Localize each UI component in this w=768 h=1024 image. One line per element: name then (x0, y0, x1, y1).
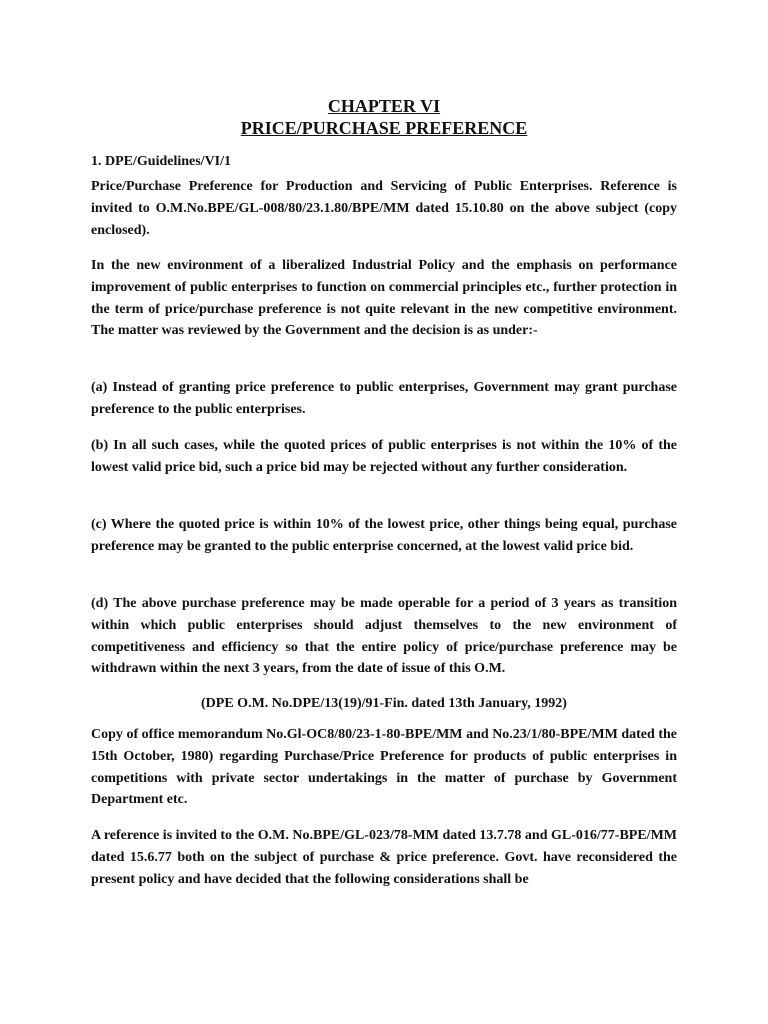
section-heading: 1. DPE/Guidelines/VI/1 (91, 154, 232, 169)
chapter-heading: CHAPTER VI (327, 96, 441, 116)
paragraph-environment: In the new environment of a liberalized Industrial Policy and the emphasis on performance improvement of public enterprises to function on commercial principles etc., further protection in the term of price/purchase preference is not quite relevant in the new competitive environment. The matter was reviewed by the Government and the decision is as under:- (91, 258, 677, 339)
chapter-title: PRICE/PURCHASE PREFERENCE (240, 118, 528, 138)
clause-d: (d) The above purchase preference may be made operable for a period of 3 years as transition within which public enterprises should adjust themselves to the new environment of competitiveness and efficiency so that the entire policy of price/purchase preference may be withdrawn within the next 3 years, from the date of issue of this O.M. (91, 596, 677, 677)
clause-a: (a) Instead of granting price preference to public enterprises, Government may grant purchase preference to the public enterprises. (91, 380, 677, 417)
paragraph-reference: A reference is invited to the O.M. No.BPE/GL-023/78-MM dated 13.7.78 and GL-016/77-BPE/MM dated 15.6.77 both on the subject of purchase & price preference. Govt. have reconsidered the present policy and have decided that the following considerations shall be (91, 828, 677, 887)
citation: (DPE O.M. No.DPE/13(19)/91-Fin. dated 13th January, 1992) (201, 696, 567, 711)
paragraph-copy-memo: Copy of office memorandum No.Gl-OC8/80/23-1-80-BPE/MM and No.23/1/80-BPE/MM dated the 15th October, 1980) regarding Purchase/Price Preference for products of public enterprises in competitions with private sector undertakings in the matter of purchase by Government Department etc. (91, 727, 677, 808)
paragraph-intro: Price/Purchase Preference for Production and Servicing of Public Enterprises. Reference is invited to O.M.No.BPE/GL-008/80/23.1.80/BPE/MM dated 15.10.80 on the above subject (copy enclosed). (91, 179, 677, 238)
clause-b: (b) In all such cases, while the quoted prices of public enterprises is not within the 10% of the lowest valid price bid, such a price bid may be rejected without any further consideration. (91, 438, 677, 475)
clause-c: (c) Where the quoted price is within 10% of the lowest price, other things being equal, purchase preference may be granted to the public enterprise concerned, at the lowest valid price bid. (91, 517, 677, 554)
